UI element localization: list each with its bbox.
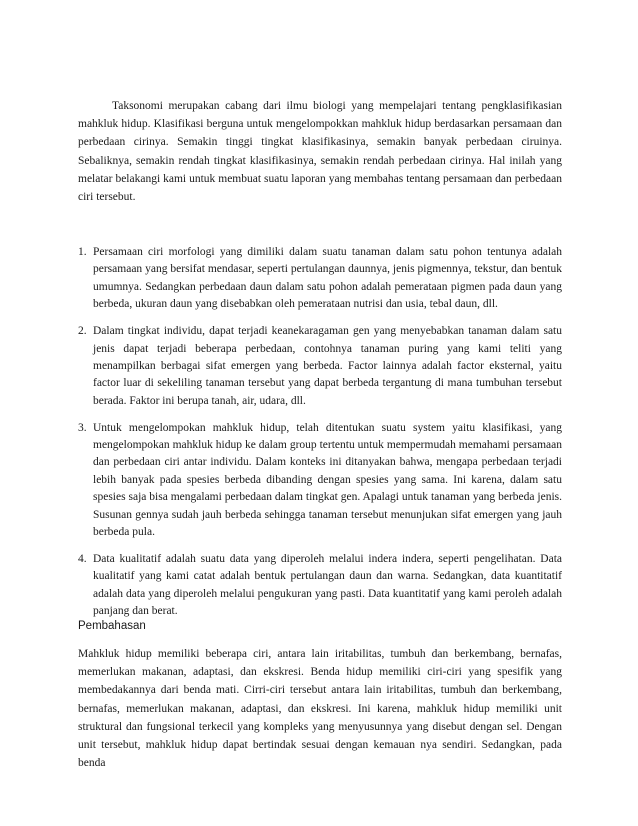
list-item-text: Data kualitatif adalah suatu data yang diperoleh melalui indera indera, seperti pengelihatan. Data kualitatif yang kami catat adalah bentuk pertulangan daun dan warna. Sedangkan, data kuantitatif adalah data yang diperoleh melalui pengukuran yang pasti. Data kuantitatif yang kami peroleh adalah panjang dan berat. <box>93 553 562 618</box>
list-item-number: 3. <box>78 421 87 434</box>
list-item-number: 4. <box>78 553 87 565</box>
list-item <box>78 323 562 410</box>
list-item <box>78 551 562 621</box>
list-item-number: 2. <box>78 325 87 338</box>
list-item <box>78 420 562 542</box>
intro-paragraph: Taksonomi merupakan cabang dari ilmu biologi yang mempelajari tentang pengklasifikasian mahkluk hidup. Klasifikasi berguna untuk mengelompokkan mahkluk hidup berdasarkan persamaan dan perbedaan cirinya. Semakin tinggi tingkat klasifikasinya, semakin banyak perbedaan ciruinya. Sebaliknya, semakin rendah tingkat klasifikasinya, semakin rendah perbedaan cirinya. Hal inilah yang melatar belakangi kami untuk membuat suatu laporan yang membahas tentang persamaan dan perbedaan ciri tersebut. <box>78 100 562 204</box>
list-item-text: Dalam tingkat individu, dapat terjadi keanekaragaman gen yang menyebabkan tanaman dalam satu jenis dapat terjadi beberapa perbedaan, contohnya tanaman puring yang kami teliti yang menampilkan berbagai sifat emergen yang berbeda. Factor lainnya adalah factor eksternal, yaitu factor luar di sekeliling tanaman tersebut yang dapat berbeda tergantung di mana tumbuhan tersebut berada. Faktor ini berupa tanah, air, udara, dll. <box>93 325 562 407</box>
list-item-number: 1. <box>78 246 87 258</box>
list-item-text: Persamaan ciri morfologi yang dimiliki dalam suatu tanaman dalam satu pohon tentunya adalah persamaan yang bersifat mendasar, seperti pertulangan daunnya, jenis pigmennya, tekstur, dan bentuk umumnya. Sedangkan perbedaan daun dalam satu pohon adalah pemerataan pigmen pada daun yang berbeda, ukuran daun yang disebabkan oleh pemerataan nutrisi dan usia, tebal daun, dll. <box>93 246 562 311</box>
list-item-text: Untuk mengelompokan mahkluk hidup, telah ditentukan suatu system yaitu klasifikasi, yang mengelompokan mahkluk hidup ke dalam group tertentu untuk mempermudah memahami persamaan dan perbedaan ciri antar individu. Dalam konteks ini ditanyakan bahwa, mengapa perbedaan terjadi lebih banyak pada spesies berbeda dibanding dengan spesies yang sama. Ini karena, dalam satu spesies saja bisa mengalami perbedaan dalam tingkat gen. Apalagi untuk tanaman yang berbeda jenis. Susunan gennya sudah jauh berbeda sehingga tanaman tersebut menunjukan sifat emergen yang jauh berbeda pula. <box>93 421 562 539</box>
body-paragraph: Mahkluk hidup memiliki beberapa ciri, antara lain iritabilitas, tumbuh dan berkembang, bernafas, memerlukan makanan, adaptasi, dan ekskresi. Benda hidup memiliki ciri-ciri yang spesifik yang membedakannya dari benda mati. Cirri-ciri tersebut antara lain iritabilitas, tumbuh dan berkembang, bernafas, memerlukan makanan, adaptasi, dan ekskresi. Ini karena, mahkluk hidup memiliki unit struktural dan fungsional terkecil yang kompleks yang menyusunnya yang disebut dengan sel. Dengan unit tersebut, mahkluk hidup dapat bertindak sesuai dengan kemauan nya sendiri. Sedangkan, pada benda <box>78 648 562 770</box>
numbered-list <box>78 244 562 630</box>
section-heading: Pembahasan <box>78 620 146 632</box>
list-item <box>78 244 562 314</box>
